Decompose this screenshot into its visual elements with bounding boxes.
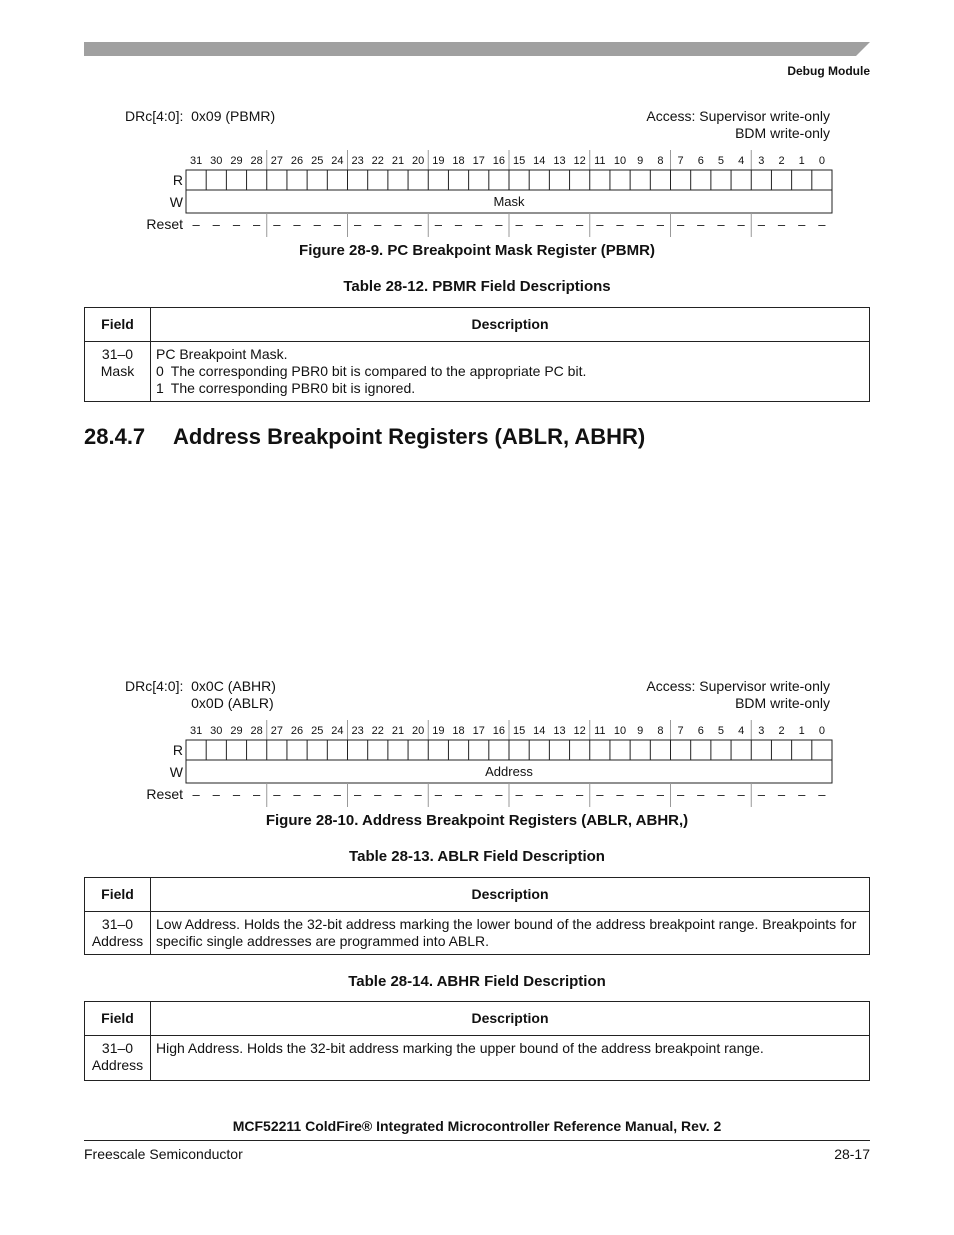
row-label-w: W xyxy=(169,194,183,210)
column-header: Description xyxy=(151,878,870,912)
column-header: Field xyxy=(85,308,151,342)
section-heading xyxy=(84,424,645,450)
bit-number: 21 xyxy=(391,725,405,737)
table-row xyxy=(85,912,870,955)
reset-value: – xyxy=(273,217,281,232)
reset-value: – xyxy=(535,217,543,232)
reset-value: – xyxy=(475,787,483,802)
pbmr-drc-info xyxy=(125,108,275,125)
access-line: BDM write-only xyxy=(735,125,830,141)
bit-number: 26 xyxy=(290,725,304,737)
bit-number: 22 xyxy=(371,155,384,167)
description-cell xyxy=(151,912,870,955)
reset-value: – xyxy=(192,217,200,232)
bit-number: 1 xyxy=(798,725,805,737)
field-bits: 31–0 xyxy=(101,1040,134,1056)
footer-rule xyxy=(84,1140,870,1141)
description-line: 0 The corresponding PBR0 bit is compared to the appropriate PC bit. xyxy=(156,363,587,379)
bit-number: 24 xyxy=(331,725,344,737)
bit-number: 20 xyxy=(412,725,425,737)
field-cell xyxy=(85,912,151,955)
table-header-row xyxy=(85,1002,870,1036)
footer-title: MCF52211 ColdFire® Integrated Microcontroller Reference Manual, Rev. 2 xyxy=(232,1118,722,1134)
reset-value: – xyxy=(757,217,765,232)
description-line: Low Address. Holds the 32-bit address marking the lower bound of the address breakpoint range. Breakpoints for specific single addresses are programmed into ABLR. xyxy=(156,916,857,949)
bit-number: 29 xyxy=(230,725,243,737)
reset-value: – xyxy=(353,217,362,232)
field-bits: 31–0 xyxy=(101,346,134,362)
reset-value: – xyxy=(293,217,301,232)
row-label-reset: Reset xyxy=(146,216,183,232)
reset-value: – xyxy=(717,787,725,802)
row-label-r: R xyxy=(172,172,183,188)
reset-value: – xyxy=(636,217,644,232)
reset-value: – xyxy=(394,217,402,232)
field-name-label: Address xyxy=(485,764,533,779)
description-line: PC Breakpoint Mask. xyxy=(156,346,288,362)
bit-number: 31 xyxy=(189,155,203,167)
bit-number: 20 xyxy=(412,155,425,167)
abr-register-diagram xyxy=(0,720,954,820)
table-header-row xyxy=(85,878,870,912)
reset-value: – xyxy=(495,787,503,802)
bit-number: 16 xyxy=(492,155,506,167)
field-cell xyxy=(85,342,151,402)
bit-number: 6 xyxy=(697,725,704,737)
bit-number: 15 xyxy=(512,155,526,167)
drc-values xyxy=(191,678,276,712)
table-row xyxy=(85,1036,870,1081)
table-caption: Table 28-14. ABHR Field Description xyxy=(348,973,606,990)
reset-value: – xyxy=(293,787,301,802)
bit-number: 25 xyxy=(311,725,324,737)
section-title: Address Breakpoint Registers (ABLR, ABHR) xyxy=(173,424,646,449)
field-bits: 31–0 xyxy=(101,916,134,932)
running-header: Debug Module xyxy=(787,64,870,78)
bit-number: 30 xyxy=(210,155,223,167)
pbmr-field-table xyxy=(84,307,870,402)
bit-number: 2 xyxy=(778,155,785,167)
access-line: BDM write-only xyxy=(735,695,830,711)
bit-number: 18 xyxy=(452,725,465,737)
row-label-reset: Reset xyxy=(146,786,183,802)
access-line: Access: Supervisor write-only xyxy=(646,108,830,124)
bit-number: 12 xyxy=(573,155,586,167)
table-row xyxy=(85,342,870,402)
reset-value: – xyxy=(353,787,362,802)
bit-number: 2 xyxy=(778,725,785,737)
pbmr-register-diagram xyxy=(0,150,954,250)
reset-value: – xyxy=(757,787,765,802)
field-cell xyxy=(85,1036,151,1081)
bit-number: 23 xyxy=(351,155,364,167)
reset-value: – xyxy=(555,217,564,232)
row-label-w: W xyxy=(169,764,183,780)
reset-value: – xyxy=(777,787,786,802)
reset-value: – xyxy=(737,787,745,802)
table-header-row xyxy=(85,308,870,342)
reset-value: – xyxy=(676,217,685,232)
bit-number: 6 xyxy=(697,155,704,167)
bit-number: 13 xyxy=(553,725,566,737)
reset-value: – xyxy=(777,217,786,232)
drc-label: DRc[4:0]: xyxy=(125,678,184,694)
reset-value: – xyxy=(555,787,564,802)
drc-value: 0x0D (ABLR) xyxy=(191,695,274,711)
drc-value: 0x09 (PBMR) xyxy=(191,108,276,124)
bit-number: 23 xyxy=(351,725,364,737)
bit-number: 11 xyxy=(594,725,606,737)
bit-number: 9 xyxy=(637,725,644,737)
footer-publisher: Freescale Semiconductor xyxy=(84,1146,243,1162)
table-caption: Table 28-12. PBMR Field Descriptions xyxy=(343,278,611,295)
reset-value: – xyxy=(434,787,442,802)
reset-value: – xyxy=(697,217,705,232)
reset-value: – xyxy=(454,217,463,232)
reset-value: – xyxy=(616,217,624,232)
bit-number: 8 xyxy=(657,725,664,737)
bit-number: 14 xyxy=(533,725,546,737)
bit-number: 3 xyxy=(758,155,765,167)
bit-number: 9 xyxy=(637,155,644,167)
reset-value: – xyxy=(253,217,261,232)
reset-value: – xyxy=(313,787,321,802)
reset-value: – xyxy=(515,217,523,232)
figure-caption: Figure 28-10. Address Breakpoint Registers (ABLR, ABHR,) xyxy=(265,812,689,829)
section-number: 28.4.7 xyxy=(84,424,146,449)
reset-value: – xyxy=(676,787,685,802)
abr-drc-info xyxy=(125,678,276,712)
reset-value: – xyxy=(374,787,382,802)
reset-value: – xyxy=(414,787,422,802)
bit-number: 15 xyxy=(512,725,526,737)
reset-value: – xyxy=(495,217,503,232)
bit-number: 4 xyxy=(738,725,745,737)
bit-number: 30 xyxy=(210,725,223,737)
abr-access-info xyxy=(646,678,830,712)
column-header: Field xyxy=(85,1002,151,1036)
reset-value: – xyxy=(374,217,382,232)
column-header: Description xyxy=(151,1002,870,1036)
bit-number: 5 xyxy=(717,155,725,167)
bit-number: 17 xyxy=(472,155,485,167)
bit-number: 13 xyxy=(553,155,566,167)
bit-number: 28 xyxy=(250,725,263,737)
bit-number: 12 xyxy=(573,725,586,737)
bit-number: 31 xyxy=(189,725,203,737)
description-cell xyxy=(151,1036,870,1081)
bit-number: 5 xyxy=(717,725,725,737)
bit-number: 19 xyxy=(432,155,445,167)
reset-value: – xyxy=(798,787,806,802)
field-name: Address xyxy=(91,1057,144,1073)
reset-value: – xyxy=(596,217,604,232)
row-label-r: R xyxy=(172,742,183,758)
bit-number: 19 xyxy=(432,725,445,737)
header-bar xyxy=(84,42,870,56)
bit-number: 17 xyxy=(472,725,485,737)
reset-value: – xyxy=(313,217,321,232)
reset-value: – xyxy=(535,787,543,802)
bit-number: 0 xyxy=(818,725,825,737)
access-line: Access: Supervisor write-only xyxy=(646,678,830,694)
bit-number: 0 xyxy=(818,155,825,167)
reset-value: – xyxy=(333,217,342,232)
reset-value: – xyxy=(636,787,644,802)
drc-values xyxy=(191,108,275,125)
reset-value: – xyxy=(212,787,220,802)
reset-value: – xyxy=(232,217,241,232)
description-cell xyxy=(151,342,870,402)
description-line: 1 The corresponding PBR0 bit is ignored. xyxy=(156,380,416,396)
bit-number: 18 xyxy=(452,155,465,167)
bit-number: 1 xyxy=(798,155,805,167)
bit-number: 26 xyxy=(290,155,304,167)
reset-value: – xyxy=(414,217,422,232)
reset-value: – xyxy=(232,787,241,802)
reset-value: – xyxy=(697,787,705,802)
bit-number: 3 xyxy=(758,725,765,737)
bit-number: 27 xyxy=(270,155,283,167)
bit-number: 7 xyxy=(677,155,684,167)
reset-value: – xyxy=(333,787,342,802)
bit-number: 21 xyxy=(391,155,405,167)
column-header: Description xyxy=(151,308,870,342)
ablr-field-table xyxy=(84,877,870,955)
bit-number: 27 xyxy=(270,725,283,737)
description-line: High Address. Holds the 32-bit address marking the upper bound of the address breakpoint range. xyxy=(156,1040,764,1056)
reset-value: – xyxy=(434,217,442,232)
reset-value: – xyxy=(192,787,200,802)
reset-value: – xyxy=(576,217,584,232)
bit-number: 8 xyxy=(657,155,664,167)
bit-number: 10 xyxy=(613,155,627,167)
reset-value: – xyxy=(475,217,483,232)
reset-value: – xyxy=(212,217,220,232)
reset-value: – xyxy=(818,787,826,802)
drc-value: 0x0C (ABHR) xyxy=(191,678,276,694)
reset-value: – xyxy=(656,217,665,232)
bit-number: 24 xyxy=(331,155,344,167)
reset-value: – xyxy=(818,217,826,232)
bit-number: 28 xyxy=(250,155,263,167)
abhr-field-table xyxy=(84,1001,870,1081)
reset-value: – xyxy=(737,217,745,232)
reset-value: – xyxy=(576,787,584,802)
drc-label: DRc[4:0]: xyxy=(125,108,184,124)
bit-number: 7 xyxy=(677,725,684,737)
reset-value: – xyxy=(273,787,281,802)
reset-value: – xyxy=(616,787,624,802)
field-name-label: Mask xyxy=(493,194,525,209)
field-name: Mask xyxy=(100,363,135,379)
reset-value: – xyxy=(394,787,402,802)
reset-value: – xyxy=(253,787,261,802)
reset-value: – xyxy=(798,217,806,232)
field-name: Address xyxy=(91,933,144,949)
reset-value: – xyxy=(454,787,463,802)
reset-value: – xyxy=(656,787,665,802)
bit-number: 16 xyxy=(492,725,506,737)
reset-value: – xyxy=(596,787,604,802)
column-header: Field xyxy=(85,878,151,912)
pbmr-access-info xyxy=(646,108,830,142)
bit-number: 25 xyxy=(311,155,324,167)
bit-number: 4 xyxy=(738,155,745,167)
bit-number: 29 xyxy=(230,155,243,167)
page-number: 28-17 xyxy=(834,1146,870,1162)
reset-value: – xyxy=(717,217,725,232)
bit-number: 22 xyxy=(371,725,384,737)
bit-number: 11 xyxy=(594,155,606,167)
bit-number: 14 xyxy=(533,155,546,167)
figure-caption: Figure 28-9. PC Breakpoint Mask Register (PBMR) xyxy=(299,242,655,259)
reset-value: – xyxy=(515,787,523,802)
bit-number: 10 xyxy=(613,725,627,737)
table-caption: Table 28-13. ABLR Field Description xyxy=(349,848,605,865)
